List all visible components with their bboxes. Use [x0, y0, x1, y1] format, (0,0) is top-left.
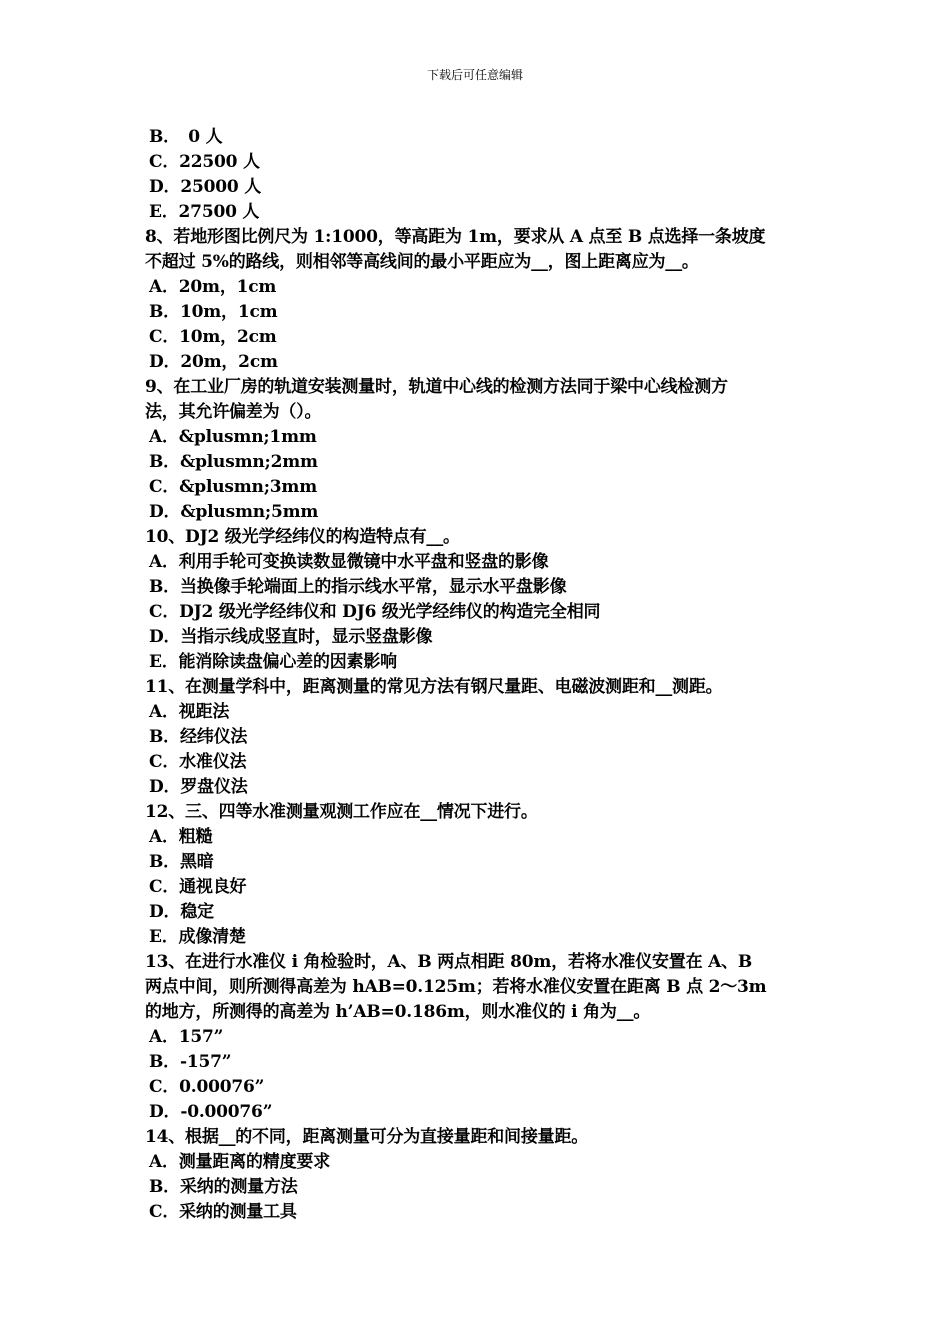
document-body — [145, 125, 815, 1225]
text-line: C．采纳的测量工具 — [149, 1202, 297, 1222]
text-line: C．0.00076” — [149, 1077, 265, 1097]
text-line: C．水准仪法 — [149, 752, 247, 772]
text-line: B．经纬仪法 — [149, 727, 248, 747]
question-line: 10、DJ2 级光学经纬仪的构造特点有__。 — [145, 527, 460, 547]
question-line: 8、若地形图比例尺为 1:1000，等高距为 1m，要求从 A 点至 B 点选择一条坡度 — [145, 227, 766, 247]
text-line: A．利用手轮可变换读数显微镜中水平盘和竖盘的影像 — [149, 552, 549, 572]
text-line: C．22500 人 — [149, 152, 260, 172]
text-line: B．当换像手轮端面上的指示线水平常，显示水平盘影像 — [149, 577, 567, 597]
text-line: E．能消除读盘偏心差的因素影响 — [149, 652, 397, 672]
text-line: A．测量距离的精度要求 — [149, 1152, 330, 1172]
text-line: C．10m，2cm — [149, 327, 277, 347]
text-line: D．稳定 — [149, 902, 214, 922]
text-line: B．10m，1cm — [149, 302, 278, 322]
question-line: 12、三、四等水准测量观测工作应在__情况下进行。 — [145, 802, 538, 822]
text-line: E．成像清楚 — [149, 927, 246, 947]
text-line: A．20m，1cm — [149, 277, 277, 297]
question-line: 的地方，所测得的高差为 h’AB=0.186m，则水准仪的 i 角为__。 — [145, 1002, 651, 1022]
text-line: B．&plusmn;2mm — [149, 452, 318, 472]
question-line: 法，其允许偏差为（）。 — [145, 402, 322, 422]
text-line: D．当指示线成竖直时，显示竖盘影像 — [149, 627, 433, 647]
text-line: D．&plusmn;5mm — [149, 502, 319, 522]
text-line: B． 0 人 — [149, 127, 223, 147]
text-line: B．黑暗 — [149, 852, 214, 872]
text-line: B．-157” — [149, 1052, 232, 1072]
question-line: 14、根据__的不同，距离测量可分为直接量距和间接量距。 — [145, 1127, 589, 1147]
question-line: 13、在进行水准仪 i 角检验时，A、B 两点相距 80m，若将水准仪安置在 A、B — [145, 952, 753, 972]
page-header: 下载后可任意编辑 — [426, 68, 523, 82]
text-line: D．20m，2cm — [149, 352, 278, 372]
question-line: 两点中间，则所测得高差为 hAB=0.125m；若将水准仪安置在距离 B 点 2～3m — [145, 977, 767, 997]
question-line: 9、在工业厂房的轨道安装测量时，轨道中心线的检测方法同于梁中心线检测方 — [145, 377, 728, 397]
text-line: A．157” — [149, 1027, 224, 1047]
text-line: D．-0.00076” — [149, 1102, 273, 1122]
text-line: C．&plusmn;3mm — [149, 477, 317, 497]
text-line: A．视距法 — [149, 702, 230, 722]
question-line: 不超过 5%的路线，则相邻等高线间的最小平距应为__，图上距离应为__。 — [145, 252, 699, 272]
text-line: A．粗糙 — [149, 827, 213, 847]
question-line: 11、在测量学科中，距离测量的常见方法有钢尺量距、电磁波测距和__测距。 — [145, 677, 723, 697]
text-line: B．采纳的测量方法 — [149, 1177, 298, 1197]
text-line: A．&plusmn;1mm — [149, 427, 317, 447]
text-line: C．通视良好 — [149, 877, 247, 897]
text-line: D．罗盘仪法 — [149, 777, 248, 797]
text-line: C．DJ2 级光学经纬仪和 DJ6 级光学经纬仪的构造完全相同 — [149, 602, 601, 622]
text-line: D．25000 人 — [149, 177, 262, 197]
text-line: E．27500 人 — [149, 202, 260, 222]
